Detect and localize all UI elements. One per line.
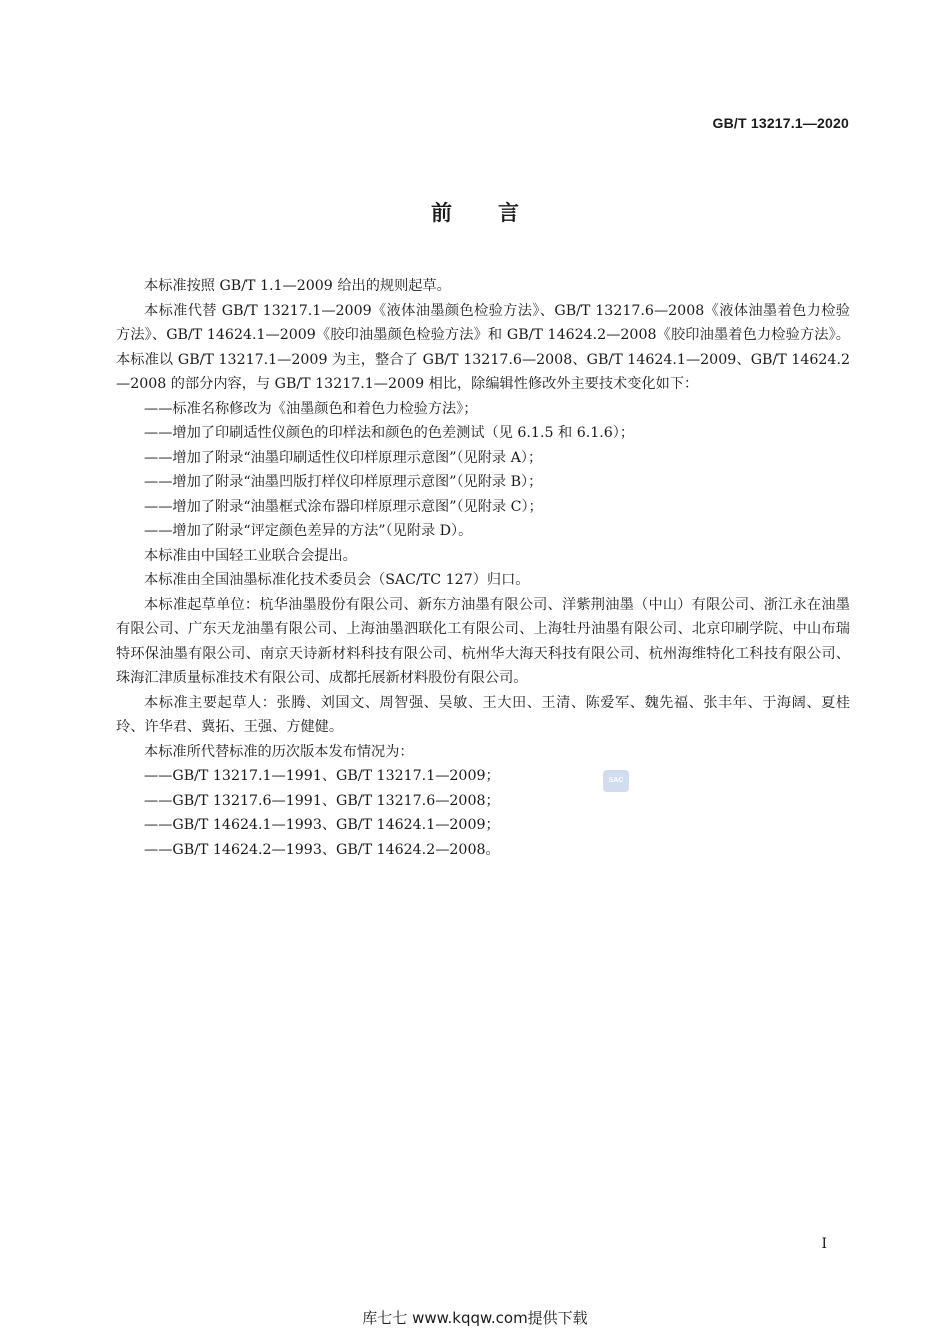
change-item: ——增加了附录“油墨印刷适性仪印样原理示意图”（见附录 A）； [144,449,543,466]
paragraph-committee: 本标准由全国油墨标准化技术委员会（SAC/TC 127）归口。 [144,572,530,588]
paragraph-history-intro: 本标准所代替标准的历次版本发布情况为： [144,743,414,760]
paragraph-drafting-rules: 本标准按照 GB/T 1.1—2009 给出的规则起草。 [144,278,451,294]
change-item: ——增加了附录“油墨框式涂布器印样原理示意图”（见附录 C）； [144,498,543,515]
foreword-body [116,274,850,862]
change-item: ——增加了附录“油墨凹版打样仪印样原理示意图”（见附录 B）； [144,474,543,490]
standard-code: GB/T 13217.1—2020 [712,115,849,131]
paragraph-proposer: 本标准由中国轻工业联合会提出。 [144,547,357,564]
page-number: I [821,1236,827,1252]
paragraph-drafters: 本标准主要起草人：张腾、刘国文、周智强、吴敏、王大田、王清、陈爱军、魏先福、张丰年、于海阔、夏桂玲、许华君、冀拓、王强、方健健。 [116,694,850,735]
history-item: ——GB/T 14624.2—1993、GB/T 14624.2—2008。 [144,841,500,858]
history-item: ——GB/T 13217.1—1991、GB/T 13217.1—2009； [144,768,500,784]
change-item: ——增加了附录“评定颜色差异的方法”（见附录 D）。 [144,523,473,539]
history-item: ——GB/T 13217.6—1991、GB/T 13217.6—2008； [144,792,500,809]
sac-watermark-logo: SAC [603,770,629,792]
page-title: 前言 [431,201,565,225]
history-item: ——GB/T 14624.1—1993、GB/T 14624.1—2009； [144,817,500,833]
change-item: ——增加了印刷适性仪颜色的印样法和颜色的色差测试（见 6.1.5 和 6.1.6）； [144,425,635,441]
paragraph-replacement: 本标准代替 GB/T 13217.1—2009《液体油墨颜色检验方法》、GB/T 13217.6—2008《液体油墨着色力检验方法》、GB/T 14624.1—2009《胶印油墨颜色检验方法》和 GB/T 14624.2—2008《胶印油墨着色力检验方法》。本标准以 GB/T 13217.1—2009 为主，整合了 GB/T 13217.6—2008、GB/T 14624.1—2009、GB/T 14624.2—2008 的部分内容，与 GB/T 13217.1—2009 相比，除编辑性修改外主要技术变化如下： [116,302,850,392]
download-footer: 库七七 www.kqqw.com提供下载 [362,1309,588,1327]
paragraph-drafting-units: 本标准起草单位：杭华油墨股份有限公司、新东方油墨有限公司、洋紫荆油墨（中山）有限公司、浙江永在油墨有限公司、广东天龙油墨有限公司、上海油墨泗联化工有限公司、上海牡丹油墨有限公司、北京印刷学院、中山布瑞特环保油墨有限公司、南京天诗新材料科技有限公司、杭州华大海天科技有限公司、杭州海维特化工科技有限公司、珠海汇津质量标准技术有限公司、成都托展新材料股份有限公司。 [116,596,850,686]
change-item: ——标准名称修改为《油墨颜色和着色力检验方法》； [144,400,478,417]
